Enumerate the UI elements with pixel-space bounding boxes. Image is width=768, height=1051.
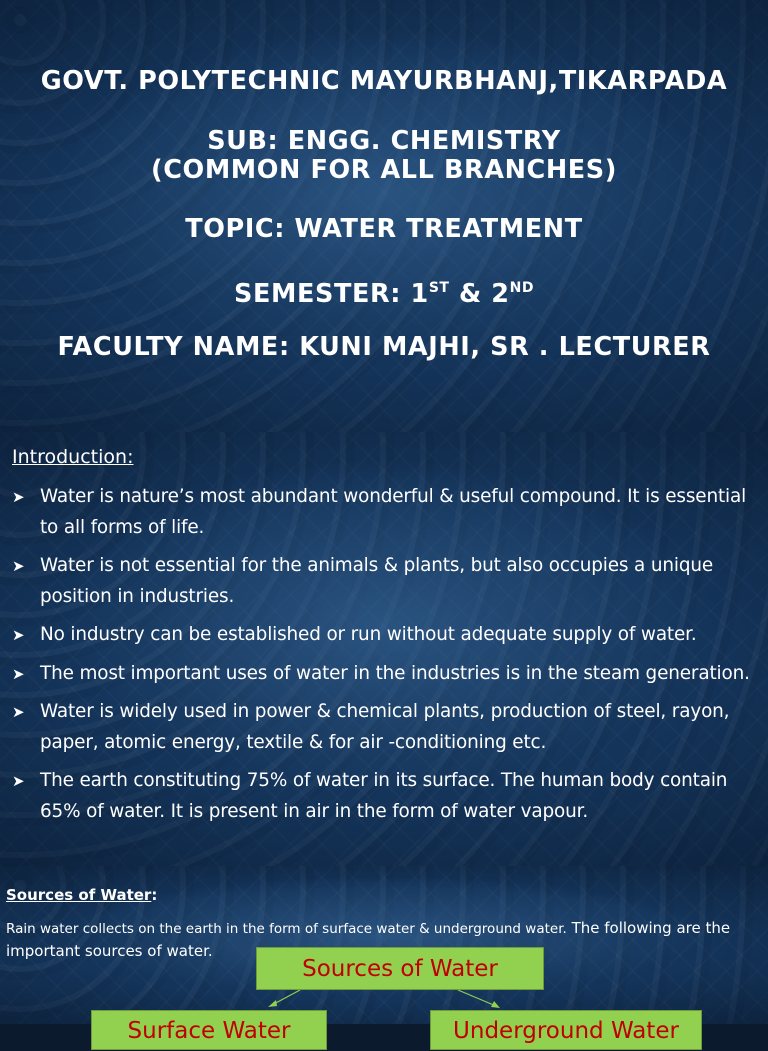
connector-right-arrowhead	[491, 1001, 500, 1008]
arrow-bullet-icon: ➤	[12, 772, 25, 790]
bullet-text: No industry can be established or run without adequate supply of water.	[40, 624, 697, 645]
bullet-text: The most important uses of water in the industries is in the steam generation.	[40, 662, 750, 684]
common-line: (COMMON FOR ALL BRANCHES)	[150, 155, 618, 185]
semester-sup-second: ND	[509, 280, 534, 296]
semester-line	[0, 273, 768, 309]
semester-mid: & 2	[449, 279, 510, 309]
bullet-item	[12, 551, 757, 612]
connector-right	[458, 990, 496, 1006]
bullet-text: Water is widely used in power & chemical plants, production of steel, rayon, paper, atomic energy, textile & for air -conditioning etc.	[40, 701, 730, 753]
arrow-bullet-icon: ➤	[12, 557, 25, 575]
faculty-line: FACULTY NAME: KUNI MAJHI, SR . LECTURER	[57, 332, 711, 362]
bullet-item	[12, 697, 757, 758]
sources-heading-colon: :	[151, 886, 158, 904]
bullet-item	[12, 620, 757, 651]
subject-line: SUB: ENGG. CHEMISTRY	[207, 126, 561, 156]
arrow-bullet-icon: ➤	[12, 703, 25, 721]
introduction-heading	[12, 446, 133, 468]
bullet-text: Water is not essential for the animals & plants, but also occupies a unique position in industries.	[40, 555, 714, 607]
bullet-text: Water is nature’s most abundant wonderful & useful compound. It is essential to all forms of life.	[40, 486, 747, 538]
topic-line: TOPIC: WATER TREATMENT	[185, 214, 583, 244]
title-slide	[0, 0, 768, 432]
diagram-underground-water-box: Underground Water	[430, 1010, 702, 1050]
introduction-slide	[0, 432, 768, 866]
bullet-item	[12, 659, 757, 690]
sources-description-rest: The following are the important sources of water.	[6, 919, 731, 960]
diagram-surface-water-box: Surface Water	[91, 1010, 327, 1050]
sources-slide	[0, 866, 768, 1044]
bullet-item	[12, 766, 757, 827]
introduction-heading-colon: :	[127, 446, 134, 468]
semester-sup-first: ST	[428, 280, 450, 296]
bullet-text: The earth constituting 75% of water in its surface. The human body contain 65% of water. It is present in air in the form of water vapour.	[40, 770, 728, 822]
connector-left-arrowhead	[268, 1000, 277, 1007]
arrow-bullet-icon: ➤	[12, 488, 25, 506]
bullet-item	[12, 482, 757, 543]
arrow-bullet-icon: ➤	[12, 626, 25, 644]
college-name: GOVT. POLYTECHNIC MAYURBHANJ,TIKARPADA	[40, 66, 728, 96]
semester-prefix: SEMESTER: 1	[234, 279, 429, 309]
sources-heading-text: Sources of Water	[6, 886, 152, 904]
introduction-bullet-list	[12, 482, 757, 835]
diagram-connectors	[0, 866, 768, 1024]
diagram-root-box: Sources of Water	[256, 947, 544, 990]
introduction-heading-text: Introduction	[12, 446, 128, 468]
arrow-bullet-icon: ➤	[12, 664, 25, 683]
sources-description-first: Rain water collects on the earth in the form of surface water & underground water.	[6, 921, 567, 937]
